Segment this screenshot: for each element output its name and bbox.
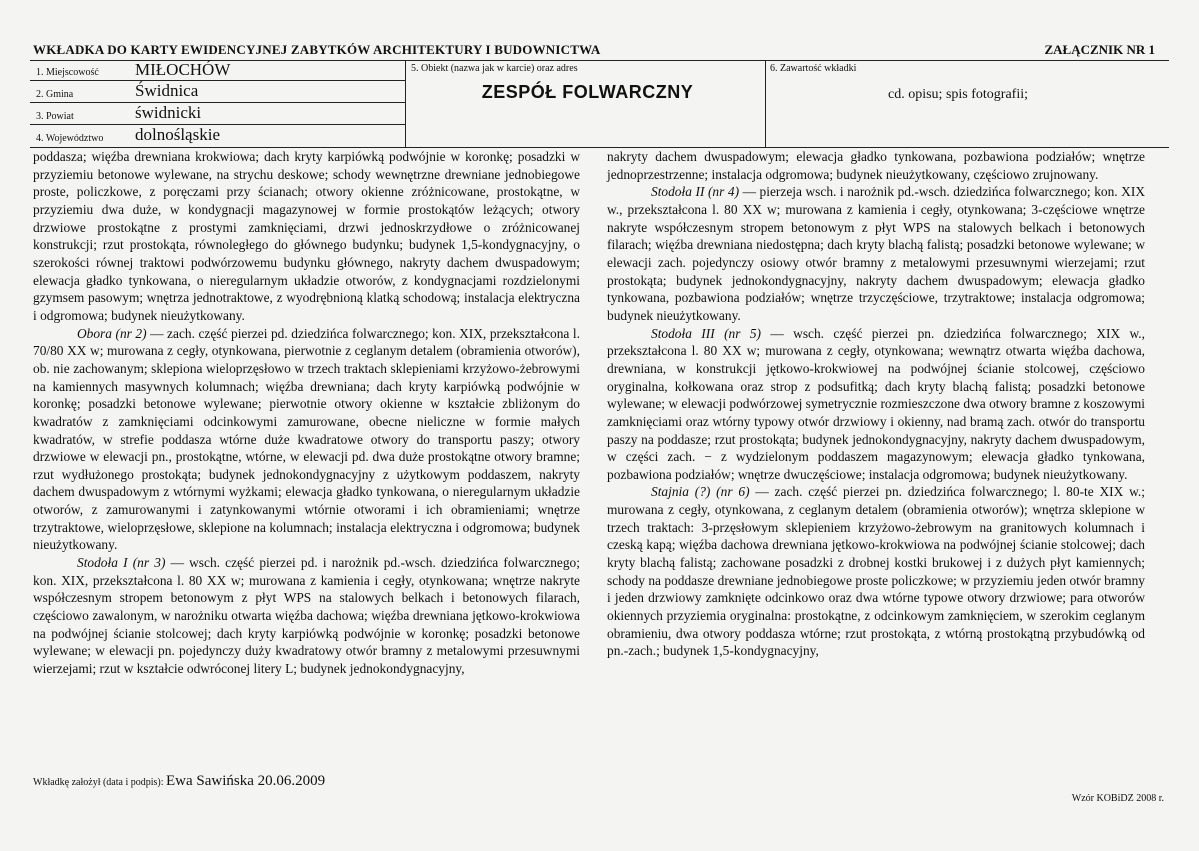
field-label-gmina: 2. Gmina [36,89,74,100]
field-label-miejscowosc: 1. Miejscowość [36,67,99,78]
object-box-label: 5. Obiekt (nazwa jak w karcie) oraz adres [411,63,578,74]
paragraph-text: — pierzeja wsch. i narożnik pd.-wsch. dziedzińca folwarcznego; kon. XIX w., przekształcona l. 80 XX w; murowana z kamienia i cegły, otynkowana; 3-częściowe wnętrze nakryte współczesnym stropem betonowym z płyt WPS na stalowych belkach i betonowych filarach; więźba drewniana niedostępna; dach kryty blachą falistą; posadzki betonowe wylewane; w elewacji zach. pojedynczy osiowy otwór bramny z metalowymi przesuwnymi wierzejami; rzut prostokąta; budynek jednokondygnacyjny, nakryty dachem dwuspadowym; elewacja gładko tynkowana, pozbawiona podziałów; wnętrze trzyczęściowe, trzytraktowe; instalacja odgromowa; budynek nieużytkowany. [607,184,1145,323]
paragraph-text: — zach. część pierzei pd. dziedzińca folwarcznego; kon. XIX, przekształcona l. 70/80 XX w; murowana z cegły, otynkowana, pierwotnie z ceglanym detalem (obramienia otworów), ob. nie zachowanym; sklepiona wieloprzęsłowo w trzech traktach sklepieniami krzyżowo-żebrowymi na kamiennych masywnych kolumnach; więźba drewniana; dach kryty karpiówką podwójnie w koronkę; posadzki betonowe wylewane; pierwotnie otwory okienne w kształcie zbliżonym do kwadratów z zamknięciami odcinkowymi zamurowane, obecne nieliczne w formie małych kwadratów, w strefie poddasza wtórne duże kwadratowe otwory do transportu paszy; otwory drzwiowe w elewacji pn., prostokątne, wtórne, w elewacji pd. dwa duże prostokątne otwory bramne; rzut wydłużonego prostokąta; budynek jednokondygnacyjny z użytkowym poddaszem, nakryty dachem dwuspadowym z wtórnymi wyżkami; elewacja gładko tynkowana, o nieregularnym układzie otworów, z zamurowanymi i zatynkowanymi wtórnie otworami i ich obramieniami; wnętrze trzytraktowe, wieloprzęsłowe, sklepione na kolumnach; instalacja elektryczna i odgromowa; budynek nieużytkowany. [33,325,580,553]
field-value-powiat: świdnicki [135,103,202,122]
paragraph-heading: Stajnia (?) (nr 6) [651,484,750,500]
paragraph-heading: Stodoła II (nr 4) [651,184,740,200]
paragraph: nakryty dachem dwuspadowym; elewacja gładko tynkowana, pozbawiona podziałów; wnętrze jednoprzestrzenne; instalacja odgromowa; budynek nieużytkowany, częściowo zrujnowany. [607,149,1145,182]
paragraph [33,554,580,678]
paragraph-text: — zach. część pierzei pn. dziedzińca folwarcznego; l. 80-te XIX w.; murowana z cegły, otynkowana, z ceglanym detalem (obramienia otworów); wnętrza sklepione w trzech traktach: 3-przęsłowym sklepieniem krzyżowo-żebrowym na granitowych kolumnach i czeską kapą; więźba dachowa drewniana jętkowo-krokwiowa na podwójnej ścianie stolcowej; dach kryty blachą falistą; zachowane posadzki z drobnej kostki brukowej i z dużych płyt kamiennych; schody na poddasze drewniane jednobiegowe proste policzkowe; w przyziemiu jeden otwór bramny i jeden drzwiowy zamknięte odcinkowo oraz dwa wtórne typowe otwory drzwiowe; para otworów okiennych przyziemia oryginalna: prostokątne, z odcinkowym zamknięciem, w szerokim ceglanym obramieniu, dwa otwory poddasza wtórne; rzut prostokąta, z wtórną prostokątną przybudówką od pn.-zach.; budynek 1,5-kondygnacyjny, [607,484,1145,659]
paragraph [607,325,1145,484]
paragraph-text: — wsch. część pierzei pd. i narożnik pd.-wsch. dziedzińca folwarcznego; kon. XIX, przekształcona l. 80 XX w; murowana z kamienia i cegły, otynkowana; wnętrze nakryte współczesnym stropem betonowym z płyt WPS na stalowych belkach i betonowych filarach, częściowo zawalonym, w narożniku otwarta więźba dachowa; więźba drewniana jętkowo-krokwiowa na podwójnej ścianie stolcowej; dach kryty karpiówką podwójnie w koronkę; posadzki betonowe wylewane; w elewacji pn. pojedynczy duży kwadratowy otwór bramny z metalowymi przesuwnymi wierzejami; rzut w kształcie odwróconej litery L; budynek jednokondygnacyjny, [33,555,580,677]
field-value-wojewodztwo: dolnośląskie [135,125,220,144]
paragraph [33,325,580,555]
content-box-label: 6. Zawartość wkładki [770,63,857,74]
object-name: ZESPÓŁ FOLWARCZNY [481,82,694,102]
paragraph-heading: Stodoła I (nr 3) [77,555,166,571]
field-label-powiat: 3. Powiat [36,111,74,122]
field-value-gmina: Świdnica [135,81,199,100]
paragraph-heading: Obora (nr 2) [77,325,147,341]
author-label: Wkładkę założył (data i podpis): [33,777,164,788]
field-value-miejscowosc: MIŁOCHÓW [135,60,231,79]
attachment-label: ZAŁĄCZNIK NR 1 [1044,42,1155,57]
document-title: WKŁADKA DO KARTY EWIDENCYJNEJ ZABYTKÓW ARCHITEKTURY I BUDOWNICTWA [33,42,601,57]
paragraph-heading: Stodoła III (nr 5) [651,325,761,341]
field-label-wojewodztwo: 4. Województwo [36,133,104,144]
paragraph-text: — wsch. część pierzei pn. dziedzińca folwarcznego; XIX w., przekształcona l. 80 XX w; murowana z cegły, otynkowana; wewnątrz otwarta więźba dachowa, drewniana, w konstrukcji jętkowo-krokwiowej na podwójnej ścianie stolcowej, częściowo oryginalna, kołkowana oraz strop z podsufitką; dach kryty blachą falistą; posadzki betonowe wylewane; w elewacji podwórzowej symetrycznie rozmieszczone dwa otwory bramne z koszowymi zamknięciami oraz wtórny typowy otwór drzwiowy i okienny, nad bramą zach. otwór do transportu paszy na poddasze; rzut prostokąta; budynek jednokondygnacyjny, nakryty dachem dwuspadowym, w części zach. − z wydzielonym poddaszem magazynowym; elewacja gładko tynkowana, pozbawiona podziałów; wnętrze dwuczęściowe; instalacja odgromowa; budynek nieużytkowany. [607,325,1145,482]
paragraph: poddasza; więźba drewniana krokwiowa; dach kryty karpiówką podwójnie w koronkę; posadzki w przyziemiu betonowe wylewane, na strychu deskowe; schody wewnętrzne drewniane jednobiegowe proste, policzkowe, z poręczami przy ścianach; otwory okienne zróżnicowane, prostokątne, w przyziemiu dwa duże, w kondygnacji magazynowej w formie prostokątów leżących; otwory drzwiowe prostokątne z prostymi zamknięciami, drzwi jednoskrzydłowe o zróżnicowanej konstrukcji; rzut prostokąta, równoległego do głównego budynku; budynek 1,5-kondygnacyjny, o szerokości równej traktowi podwórzowemu budynku głównego, nakryty dachem dwuspadowym; elewacja gładko tynkowana, o nieregularnym układzie otworów, z kondygnacjami rozdzielonymi gzymsem pasowym; wnętrza jednotraktowe, z wyodrębnioną klatką schodową; instalacja elektryczna i odgromowa; budynek nieużytkowany. [33,149,580,323]
content-value: cd. opisu; spis fotografii; [888,87,1028,102]
paragraph [607,183,1145,324]
paragraph [607,483,1145,660]
author-value: Ewa Sawińska 20.06.2009 [166,773,326,789]
text-column-right [607,148,1145,660]
header-divider-right [765,60,766,147]
author-line [33,773,325,790]
field-rule-1 [30,80,405,81]
text-column-left [33,148,580,678]
field-rule-2 [30,102,405,103]
form-version: Wzór KOBiDZ 2008 r. [1071,793,1164,804]
header-divider-left [405,60,406,147]
